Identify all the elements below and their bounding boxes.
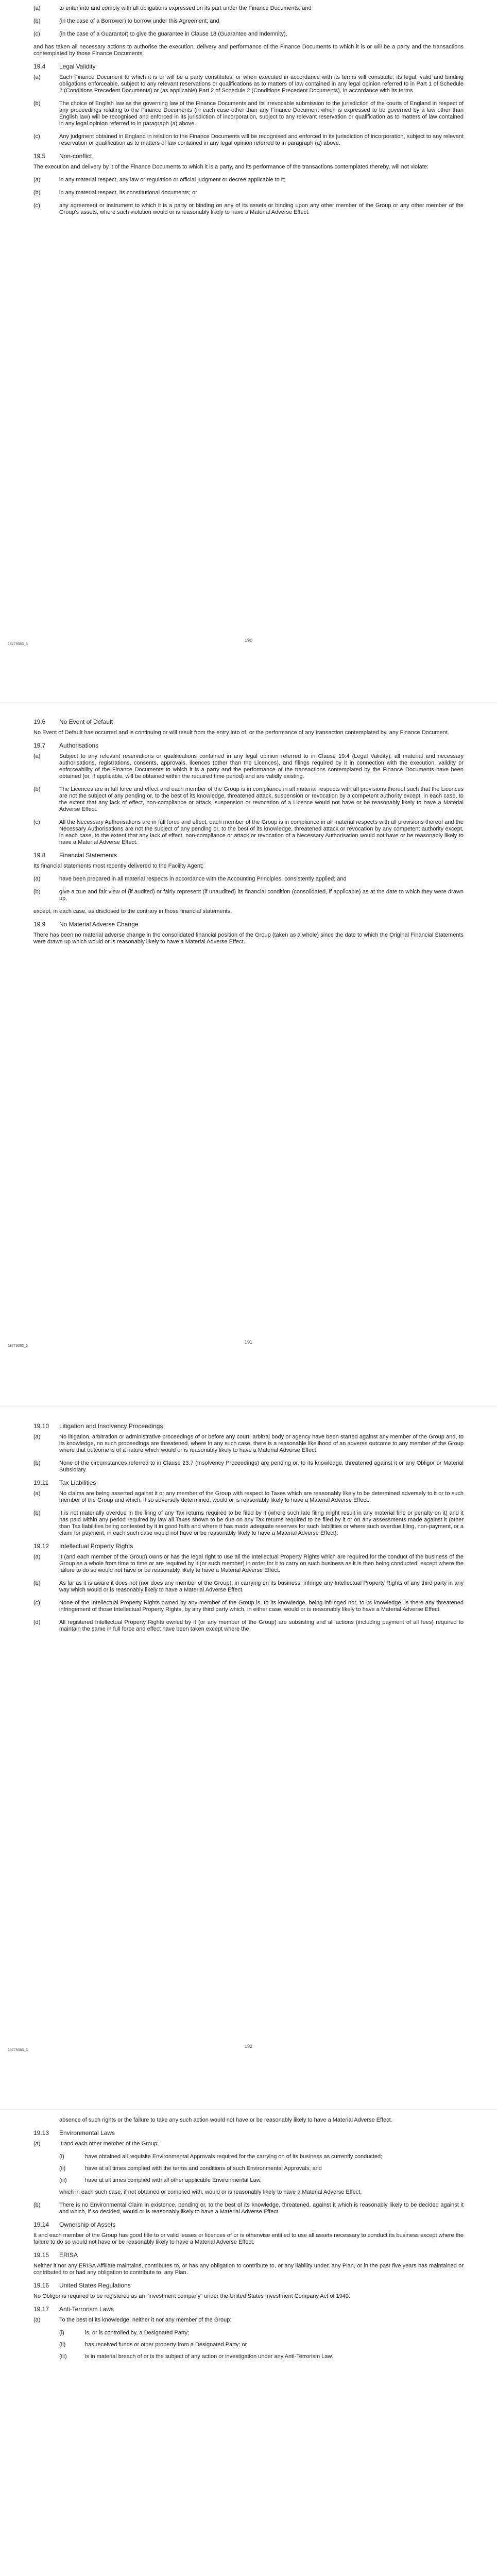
page-content xyxy=(33,719,464,952)
list-item xyxy=(33,133,464,147)
item-text: The Licences are in full force and effect and each member of the Group is in compliance in all material respects with all provisions thereof such that the Licences are not the subject of any pending or, to the best of its knowledge, threatened attack, suspension or revocation by a competent authority except, in each case, to the extent that any lack of effect, non-compliance or attack, suspension or revocation of a Licence would not have or be reasonably likely to have a Material Adverse Effect. xyxy=(59,786,464,812)
clause-heading xyxy=(33,2252,464,2259)
paragraph: No Event of Default has occurred and is continuing or will result from the entry into of, or the performance of any transaction contemplated by, any Finance Document. xyxy=(33,730,449,736)
clause-number: 19.6 xyxy=(33,718,46,725)
item-text: have been prepared in all material respects in accordance with the Accounting Principles, consistently applied; and xyxy=(59,876,347,882)
clause-heading xyxy=(33,63,464,70)
sub-list-item xyxy=(59,2154,464,2160)
item-label: (b) xyxy=(33,18,41,24)
item-text: Subject to any relevant reservations or qualifications contained in any legal opinion referred to in Clause 19.4 (Legal Validity), all material and necessary authorisations, registrations, consents, approvals, licences (other than the Licences), and filings required by it in connection with the execution, validity or enforceability of the Finance Documents to which it is a party and the performance of the transactions contemplated by the Finance Documents have been obtained (or, if applicable, will be obtained within the required time period) and are validly existing. xyxy=(59,753,464,779)
page xyxy=(0,703,497,1405)
sub-list-item xyxy=(59,2177,464,2184)
clause-number: 19.10 xyxy=(33,1422,49,1430)
list-item xyxy=(33,74,464,94)
clause-title: Anti-Terrorism Laws xyxy=(59,2306,114,2313)
list-item xyxy=(33,889,464,902)
item-label: (b) xyxy=(33,190,41,196)
page-content xyxy=(33,2117,464,2365)
item-label: (c) xyxy=(33,1600,40,1606)
item-text: give a true and fair view of (if audited) or fairly represent (if unaudited) its financial condition (consolidated, if applicable) as at the date to which they were drawn up, xyxy=(59,889,464,902)
item-label: (i) xyxy=(59,2154,64,2160)
item-label: (c) xyxy=(33,202,40,209)
clause-title: No Event of Default xyxy=(59,718,113,725)
page xyxy=(0,0,497,702)
paragraph: It and each member of the Group has good title to or valid leases or licences of or is otherwise entitled to use all assets necessary to conduct its business except where the failure to do so would not have or be reasonably likely to have a Material Adverse Effect. xyxy=(33,2232,464,2245)
clause-number: 19.17 xyxy=(33,2306,49,2313)
paragraph: There has been no material adverse change in the consolidated financial position of the Group (taken as a whole) since the date to which the Original Financial Statements were drawn up which would or is reasonably likely to have a Material Adverse Effect. xyxy=(33,932,464,945)
clause-number: 19.5 xyxy=(33,152,46,160)
sub-list-item xyxy=(59,2165,464,2172)
item-text: It is not materially overdue in the filing of any Tax returns required to be filed by it (where such late filing might result in any material fine or penalty on it) and it has paid within any period required by law all Taxes shown to be due on any Tax returns required to be filed by it or on any assessments made against it (other than Tax liabilities being contested by it in good faith and where it has made adequate reserves for such liabilities or where such overdue filing, non-payment, or a claim for payment, in each such case would not have or be reasonably likely to have a Material Adverse Effect). xyxy=(59,1510,464,1536)
clause-heading xyxy=(33,1480,464,1486)
item-text: have at all times complied with all other applicable Environmental Law, xyxy=(85,2177,262,2183)
clause-title: Environmental Laws xyxy=(59,2129,115,2137)
item-label: (b) xyxy=(33,1580,41,1586)
clause-number: 19.16 xyxy=(33,2282,49,2289)
paragraph: Its financial statements most recently delivered to the Facility Agent: xyxy=(33,863,204,869)
paragraph: absence of such rights or the failure to take any such action would not have or be reasonably likely to have a Material Adverse Effect. xyxy=(59,2117,392,2123)
list-item xyxy=(33,18,464,25)
item-text: None of the circumstances referred to in Clause 23.7 (Insolvency Proceedings) are pending or, to its knowledge, threatened against it or any Obligor or Material Subsidiary. xyxy=(59,1460,464,1473)
item-label: (i) xyxy=(59,2330,64,2336)
list-item xyxy=(33,819,464,846)
item-text: It (and each member of the Group) owns or has the legal right to use all the Intellectual Property Rights which are required for the conduct of the business of the Group as a whole from time to time or are required by it (or such member) in order for it to carry on such business as it is then being conducted, except where the failure to do so would not have or be reasonably likely to have a Material Adverse Effect. xyxy=(59,1554,464,1573)
clause-heading xyxy=(33,1423,464,1430)
item-label: (a) xyxy=(33,1434,41,1440)
item-label: (a) xyxy=(33,5,41,11)
clause-title: Intellectual Property Rights xyxy=(59,1543,133,1550)
paragraph: except, in each case, as disclosed to the contrary in those financial statements. xyxy=(33,908,232,914)
clause-number: 19.12 xyxy=(33,1543,49,1550)
list-item xyxy=(33,753,464,780)
item-text: Each Finance Document to which it is or will be a party constitutes, or when executed in accordance with its terms will constitute, its legal, valid and binding obligations enforceable, subject to any relevant reservations or qualifications as to matters of law contained in any legal opinion referred to in Part 1 of Schedule 2 (Conditions Precedent Documents) or (as applicable) Part 2 of Schedule 2 (Conditions Precedent Documents), in accordance with its terms. xyxy=(59,74,464,94)
list-item xyxy=(33,5,464,12)
list-item xyxy=(33,2317,464,2324)
list-item xyxy=(33,31,464,38)
paragraph: Neither it nor any ERISA Affiliate maintains, contributes to, or has any obligation to contribute to, or any liability under, any Plan, or in the past five years has maintained or contributed to or had any obligation to contribute to, any Plan. xyxy=(33,2263,464,2276)
item-text: It and each other member of the Group: xyxy=(59,2141,159,2147)
list-item xyxy=(33,1580,464,1594)
list-item xyxy=(33,190,464,196)
item-label: (b) xyxy=(33,100,41,107)
item-text: have at all times complied with the terms and conditions of such Environmental Approvals; and xyxy=(85,2165,322,2172)
item-text: (in the case of a Guarantor) to give the guarantee in Clause 18 (Guarantee and Indemnity), xyxy=(59,31,287,37)
clause-heading xyxy=(33,2306,464,2313)
item-label: (a) xyxy=(33,74,41,80)
item-label: (b) xyxy=(33,786,41,792)
list-item xyxy=(33,786,464,813)
list-item xyxy=(33,1600,464,1613)
clause-title: Financial Statements xyxy=(59,852,117,859)
clause-heading xyxy=(33,852,464,859)
item-label: (d) xyxy=(33,1619,41,1625)
page-number: 191 xyxy=(244,1340,253,1345)
clause-number: 19.9 xyxy=(33,921,46,928)
clause-number: 19.11 xyxy=(33,1479,49,1486)
clause-title: Tax Liabilities xyxy=(59,1479,96,1486)
clause-number: 19.15 xyxy=(33,2251,49,2259)
item-text: None of the Intellectual Property Rights owned by any member of the Group is, to its knowledge, being infringed nor, to its knowledge, is there any threatened infringement of those Intellectual Property Rights, by any third party which, in either case, would or is reasonably likely to have a Material Adverse Effect. xyxy=(59,1600,464,1613)
sub-list-item xyxy=(59,2342,464,2348)
item-label: (c) xyxy=(33,31,40,37)
list-item xyxy=(33,2141,464,2147)
item-text: No claims are being asserted against it or any member of the Group with respect to Taxes which are reasonably likely to be determined adversely to it or to such member of the Group and which, if so adversely determined, would or is reasonably likely to have a Material Adverse Effect. xyxy=(59,1490,464,1503)
clause-heading xyxy=(33,2282,464,2289)
item-label: (ii) xyxy=(59,2165,66,2172)
clause-heading xyxy=(33,921,464,928)
item-text: All the Necessary Authorisations are in full force and effect, each member of the Group is in compliance in all material respects with all provisions thereof and the Necessary Authorisations are not the subject of any pending or, to the best of its knowledge, threatened attack or revocation by any competent authority except, in each case, to the extent that any lack of effect, non-compliance or attack or revocation of a Necessary Authorisation would not have or be reasonably likely to have a Material Adverse Effect. xyxy=(59,819,464,845)
item-text: in any material respect, any law or regulation or official judgment or decree applicable to it; xyxy=(59,177,286,183)
list-item xyxy=(33,1619,464,1633)
item-label: (b) xyxy=(33,889,41,895)
item-label: (ii) xyxy=(59,2342,66,2348)
list-item xyxy=(33,1554,464,1574)
item-label: (iii) xyxy=(59,2353,67,2360)
clause-number: 19.14 xyxy=(33,2221,49,2228)
item-label: (a) xyxy=(33,753,41,759)
document-reference: 18779383_6 xyxy=(8,642,28,646)
item-label: (c) xyxy=(33,133,40,140)
paragraph: which in each such case, if not obtained or complied with, would or is reasonably likely to have a Material Adverse Effect. xyxy=(59,2189,362,2195)
page-number: 190 xyxy=(244,638,253,643)
list-item xyxy=(33,1434,464,1454)
item-text: All registered Intellectual Property Rights owned by it (or any member of the Group) are subsisting and all actions (including payment of all fees) required to maintain the same in full force and effect have been taken except where the xyxy=(59,1619,464,1632)
clause-number: 19.4 xyxy=(33,63,46,70)
paragraph: No Obligor is required to be registered as an "investment company" under the United States Investment Company Act of 1940. xyxy=(33,2293,350,2299)
list-item xyxy=(33,202,464,216)
list-item xyxy=(33,1490,464,1504)
item-text: in any material respect, its constitutional documents; or xyxy=(59,190,197,196)
item-text: (in the case of a Borrower) to borrow under this Agreement; and xyxy=(59,18,219,24)
item-label: (a) xyxy=(33,2317,41,2323)
item-text: to enter into and comply with all obligations expressed on its part under the Finance Documents; and xyxy=(59,5,312,11)
clause-title: United States Regulations xyxy=(59,2282,131,2289)
page xyxy=(0,1406,497,2109)
item-text: The choice of English law as the governing law of the Finance Documents and its irrevocable submission to the jurisdiction of the courts of England in respect of any proceedings relating to the Finance Documents (in each case other than any Finance Document which is expressed to be governed by a law other than English law) will be recognised and enforced in its jurisdiction of incorporation, subject to any relevant reservation or qualification as to matters of law contained in any legal opinion referred to in paragraph (a) above. xyxy=(59,100,464,127)
sub-list-item xyxy=(59,2330,464,2336)
list-item xyxy=(33,1460,464,1473)
item-text: There is no Environmental Claim in existence, pending or, to the best of its knowledge, threatened, against it which is reasonably likely to be decided against it and which, if so decided, would or is reasonably likely to have a Material Adverse Effect. xyxy=(59,2202,464,2215)
page-number: 192 xyxy=(244,2044,253,2049)
clause-title: Non-conflict xyxy=(59,152,92,160)
item-label: (b) xyxy=(33,1510,41,1516)
list-item xyxy=(33,1510,464,1537)
item-label: (a) xyxy=(33,876,41,882)
item-label: (a) xyxy=(33,2141,41,2147)
page-content xyxy=(33,1423,464,1639)
document-reference: 18779383_6 xyxy=(8,1344,28,1348)
clause-heading xyxy=(33,719,464,725)
item-text: is, or is controlled by, a Designated Party; xyxy=(85,2330,190,2336)
item-text: any agreement or instrument to which it is a party or binding on any of its assets or binding upon any other member of the Group or any other member of the Group's assets, where such violation would or is reasonably likely to have a Material Adverse Effect. xyxy=(59,202,464,215)
item-text: To the best of its knowledge, neither it nor any member of the Group: xyxy=(59,2317,232,2323)
clause-heading xyxy=(33,2130,464,2137)
item-text: As far as it is aware it does not (nor does any member of the Group), in carrying on its business, infringe any Intellectual Property Rights of any third party in any way which would or is reasonably likely to have a Material Adverse Effect. xyxy=(59,1580,464,1593)
item-label: (b) xyxy=(33,2202,41,2208)
item-text: is in material breach of or is the subject of any action or investigation under any Anti-Terrorism Law. xyxy=(85,2353,333,2360)
sub-list-item xyxy=(59,2353,464,2360)
item-label: (iii) xyxy=(59,2177,67,2183)
clause-heading xyxy=(33,2222,464,2228)
clause-title: Ownership of Assets xyxy=(59,2221,116,2228)
clause-title: Litigation and Insolvency Proceedings xyxy=(59,1422,163,1430)
item-text: No litigation, arbitration or administrative proceedings of or before any court, arbitral body or agency have been started against any member of the Group and, to its knowledge, no such proceedings are threatened, where in any such case, there is a reasonable likelihood of an adverse outcome to any member of the Group where that outcome is of a nature which would or is reasonably likely to have a Material Adverse Effect. xyxy=(59,1434,464,1453)
item-label: (a) xyxy=(33,1554,41,1560)
clause-number: 19.13 xyxy=(33,2129,49,2137)
clause-number: 19.8 xyxy=(33,852,46,859)
item-label: (b) xyxy=(33,1460,41,1466)
page xyxy=(0,2110,497,2576)
item-text: Any judgment obtained in England in relation to the Finance Documents will be recognised and enforced in its jurisdiction of incorporation, subject to any relevant reservation or qualification as to matters of law contained in any legal opinion referred to in paragraph (a) above. xyxy=(59,133,464,146)
item-text: has received funds or other property from a Designated Party; or xyxy=(85,2342,247,2348)
clause-number: 19.7 xyxy=(33,742,46,749)
item-label: (c) xyxy=(33,819,40,825)
item-label: (a) xyxy=(33,1490,41,1497)
list-item xyxy=(33,100,464,127)
document-reference: 18779383_6 xyxy=(8,2048,28,2052)
clause-title: Authorisations xyxy=(59,742,99,749)
list-item xyxy=(33,177,464,183)
paragraph: The execution and delivery by it of the Finance Documents to which it is a party, and its performance of the transactions contemplated thereby, will not violate: xyxy=(33,164,429,170)
clause-title: No Material Adverse Change xyxy=(59,921,139,928)
clause-heading xyxy=(33,1543,464,1550)
clause-title: ERISA xyxy=(59,2251,78,2259)
list-item xyxy=(33,876,464,883)
page-content xyxy=(33,5,464,222)
item-text: have obtained all requisite Environmental Approvals required for the carrying on of its business as currently conducted; xyxy=(85,2154,383,2160)
clause-heading xyxy=(33,153,464,160)
clause-title: Legal Validity xyxy=(59,63,96,70)
item-label: (a) xyxy=(33,177,41,183)
clause-heading xyxy=(33,742,464,749)
paragraph: and has taken all necessary actions to authorise the execution, delivery and performance of the Finance Documents to which it is or will be a party and the transactions contemplated by those Finance Documents. xyxy=(33,44,464,57)
list-item xyxy=(33,2202,464,2215)
